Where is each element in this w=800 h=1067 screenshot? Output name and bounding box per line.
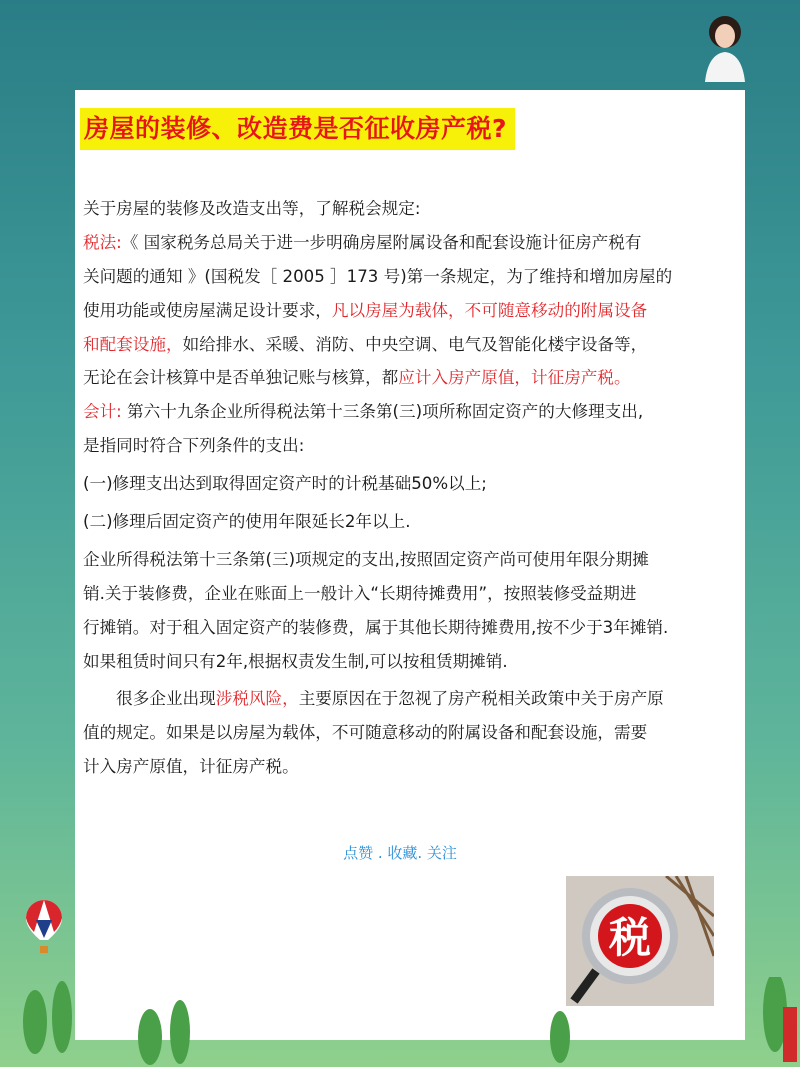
- text-segment: 使用功能或使房屋满足设计要求，: [83, 300, 332, 320]
- text-line: [83, 260, 743, 294]
- text-segment: 很多企业出现: [83, 689, 216, 709]
- text-line: [83, 611, 743, 645]
- text-line: [83, 543, 743, 577]
- text-segment: 计入房产原值，计征房产税。: [83, 757, 299, 777]
- text-line: [83, 226, 743, 260]
- text-segment: 无论在会计核算中是否单独记账与核算，都: [83, 368, 399, 388]
- text-line: [83, 467, 743, 501]
- text-segment: 《 国家税务总局关于进一步明确房屋附属设备和配套设施计征房产税有: [121, 232, 642, 252]
- text-segment: 第六十九条企业所得税法第十三条第(三)项所称固定资产的大修理支出,: [121, 402, 644, 422]
- highlighted-text: 应计入房产原值，计征房产税。: [398, 368, 631, 388]
- article-title: 房屋的装修、改造费是否征收房产税?: [80, 108, 515, 150]
- text-segment: 关问题的通知 》(国税发［ 2005 ］173 号)第一条规定，为了维持和增加房屋的: [83, 266, 673, 286]
- text-line: [83, 361, 743, 395]
- text-line: [83, 294, 743, 328]
- text-line: [83, 682, 743, 716]
- trees-decoration: [0, 977, 800, 1067]
- text-line: [83, 192, 743, 226]
- author-avatar: [700, 10, 750, 82]
- text-segment: 销.关于装修费，企业在账面上一般计入“长期待摊费用”，按照装修受益期进: [83, 583, 637, 603]
- article-body: [83, 192, 743, 784]
- text-line: [83, 577, 743, 611]
- text-segment: (二)修理后固定资产的使用年限延长2年以上.: [83, 512, 411, 532]
- text-line: [83, 429, 743, 463]
- text-segment: 关于房屋的装修及改造支出等，了解税会规定:: [83, 199, 421, 218]
- tax-character: 税: [608, 913, 652, 962]
- text-line: [83, 328, 743, 362]
- text-segment: 行摊销。对于租入固定资产的装修费，属于其他长期待摊费用,按不少于3年摊销.: [83, 617, 669, 637]
- highlighted-text: 和配套设施，: [83, 334, 183, 354]
- hot-air-balloon-icon: [24, 898, 64, 960]
- highlighted-text: 涉税风险，: [215, 689, 299, 709]
- highlighted-text: 会计:: [83, 402, 122, 422]
- text-line: [83, 716, 743, 750]
- text-line: [83, 750, 743, 784]
- highlighted-text: 凡以房屋为载体，不可随意移动的附属设备: [331, 300, 648, 320]
- text-segment: 如给排水、采暖、消防、中央空调、电气及智能化楼宇设备等，: [182, 334, 648, 354]
- text-line: [83, 395, 743, 429]
- text-segment: 是指同时符合下列条件的支出:: [83, 436, 305, 456]
- text-line: [83, 645, 743, 679]
- text-segment: 值的规定。如果是以房屋为载体，不可随意移动的附属设备和配套设施，需要: [83, 723, 648, 743]
- text-line: [83, 505, 743, 539]
- like-collect-follow-text[interactable]: 点赞 . 收藏. 关注: [343, 844, 457, 862]
- text-segment: 如果租赁时间只有2年,根据权责发生制,可以按租赁期摊销.: [83, 651, 508, 671]
- text-segment: (一)修理支出达到取得固定资产时的计税基础50%以上;: [83, 474, 487, 494]
- text-segment: 主要原因在于忽视了房产税相关政策中关于房产原: [298, 689, 664, 709]
- text-segment: 企业所得税法第十三条第(三)项规定的支出,按照固定资产尚可使用年限分期摊: [83, 549, 649, 569]
- highlighted-text: 税法:: [83, 232, 122, 252]
